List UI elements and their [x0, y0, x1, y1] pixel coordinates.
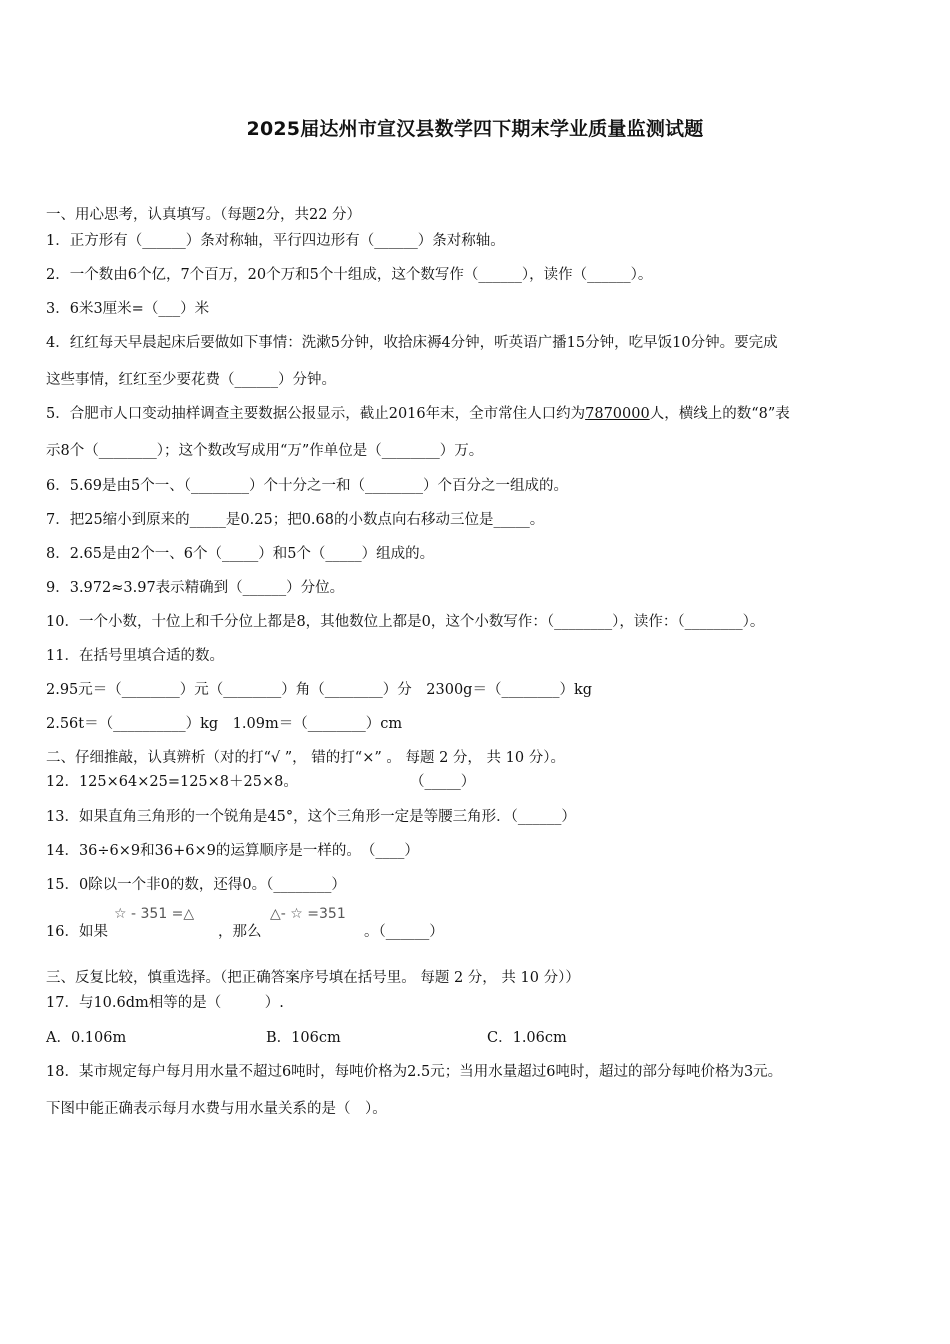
question-5-pre: 5．合肥市人口变动抽样调查主要数据公报显示，截止2016年末，全市常住人口约为	[46, 406, 586, 422]
question-16-post: 。（______）	[364, 924, 444, 940]
question-11-row-1: 2.95元＝（________）元（________）角（________）分 2300g＝（________）kg	[46, 682, 593, 698]
question-5-line-2: 示8个（________）；这个数改写成用“万”作单位是（________）万。	[46, 443, 484, 459]
question-16-formula-1: ☆ - 351 =△	[114, 906, 195, 922]
question-6: 6．5.69是由5个一、（________）个十分之一和（________）个百分之一组成的。	[46, 478, 568, 494]
question-1: 1．正方形有（______）条对称轴，平行四边形有（______）条对称轴。	[46, 233, 505, 249]
question-18-line-1: 18．某市规定每户每月用水量不超过6吨时，每吨价格为2.5元；当用水量超过6吨时，超过的部分每吨价格为3元。	[46, 1064, 783, 1080]
question-2: 2．一个数由6个亿，7个百万，20个万和5个十组成，这个数写作（______），读作（______）。	[46, 267, 653, 283]
question-16-mid: ，那么	[218, 924, 262, 940]
section-2-heading: 二、仔细推敲，认真辨析（对的打“√ ”， 错的打“×” 。 每题 2 分， 共 10 分）。	[46, 750, 565, 766]
question-16	[46, 908, 910, 942]
question-3: 3．6米3厘米=（___）米	[46, 301, 210, 317]
question-17-option-b: B．106cm	[266, 1030, 341, 1046]
page-title: 2025届达州市宣汉县数学四下期末学业质量监测试题	[246, 118, 704, 140]
question-17-stem: 17．与10.6dm相等的是（ ）.	[46, 995, 284, 1011]
question-12-blank: （_____）	[410, 774, 476, 790]
question-8: 8．2.65是由2个一、6个（_____）和5个（_____）组成的。	[46, 546, 435, 562]
question-17-options	[46, 1026, 910, 1046]
question-12	[46, 770, 910, 791]
question-10: 10．一个小数，十位上和千分位上都是8，其他数位上都是0，这个小数写作：（________），读作：（________）。	[46, 614, 765, 630]
question-16-formula-2: △- ☆ =351	[270, 906, 346, 922]
question-15: 15．0除以一个非0的数，还得0。（________）	[46, 877, 346, 893]
question-12-text: 12．125×64×25=125×8＋25×8。	[46, 774, 298, 790]
question-11-stem: 11．在括号里填合适的数。	[46, 648, 224, 664]
question-11-row-2: 2.56t＝（__________）kg 1.09m＝（________）cm	[46, 716, 403, 732]
question-18-line-2: 下图中能正确表示每月水费与用水量关系的是（ ）。	[46, 1101, 387, 1117]
section-3-heading: 三、反复比较，慎重选择。（把正确答案序号填在括号里。 每题 2 分， 共 10 分））	[46, 970, 580, 986]
question-14: 14．36÷6×9和36+6×9的运算顺序是一样的。 （____）	[46, 843, 419, 859]
section-1-heading: 一、用心思考，认真填写。（每题2分，共22 分）	[46, 207, 362, 223]
question-13: 13．如果直角三角形的一个锐角是45°，这个三角形一定是等腰三角形．（______）	[46, 809, 576, 825]
question-16-pre: 16．如果	[46, 924, 108, 940]
question-9: 9．3.972≈3.97表示精确到（______）分位。	[46, 580, 345, 596]
question-17-option-c: C．1.06cm	[487, 1030, 567, 1046]
question-5-underlined-number: 7870000	[585, 406, 650, 422]
question-4-line-2: 这些事情，红红至少要花费（______）分钟。	[46, 372, 336, 388]
question-5-post: 人，横线上的数“8”表	[649, 406, 790, 422]
question-17-option-a: A．0.106m	[46, 1030, 127, 1046]
question-4-line-1: 4．红红每天早晨起床后要做如下事情：洗漱5分钟，收拾床褥4分钟，听英语广播15分钟，吃早饭10分钟。要完成	[46, 335, 778, 351]
question-7: 7．把25缩小到原来的_____是0.25；把0.68的小数点向右移动三位是_____。	[46, 512, 545, 528]
question-5-line-1	[46, 402, 910, 423]
